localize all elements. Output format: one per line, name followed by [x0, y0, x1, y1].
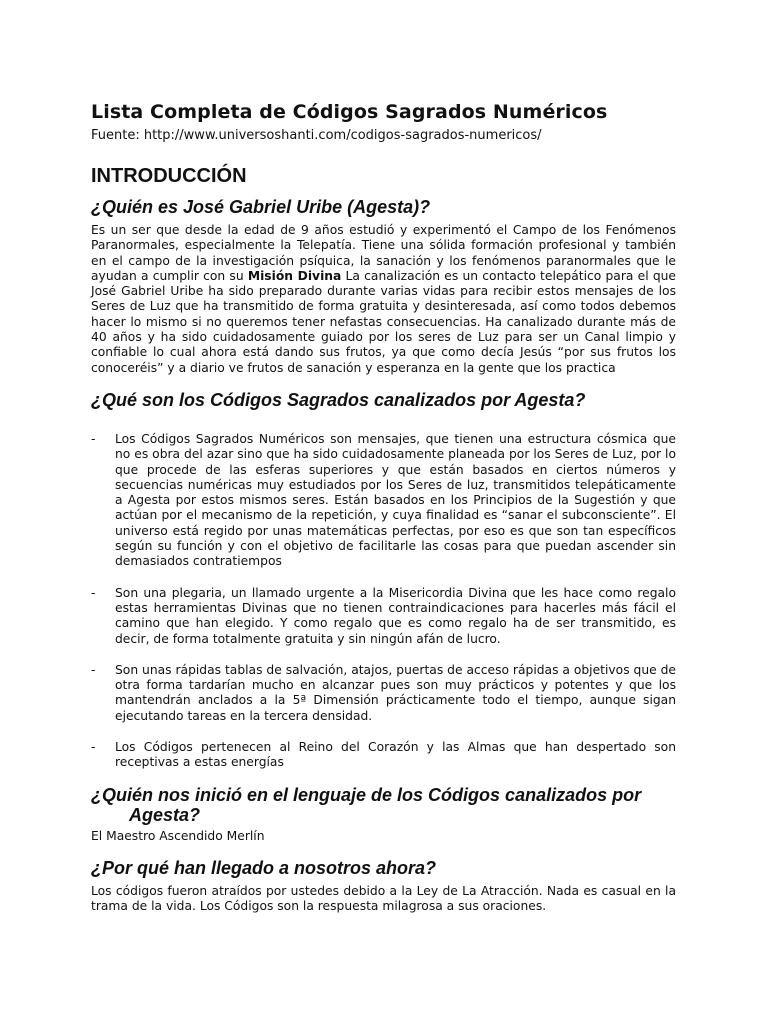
- heading-what-are-codes: ¿Qué son los Códigos Sagrados canalizados por Agesta?: [91, 389, 586, 410]
- paragraph-who-bold: Misión Divina: [247, 268, 342, 283]
- list-item: [91, 432, 676, 570]
- bullet-dash: -: [91, 662, 96, 677]
- paragraph-who-text-b: La canalización es un contacto telepático para el que José Gabriel Uribe ha sido preparado durante varias vidas para recibir estos mensajes de los Seres de Luz que ha transmitido de forma gratuita y desinteresada, así como todos debemos hacer lo mismo si no queremos tener nefastas consecuencias. Ha canalizado durante más de 40 años y ha sido cuidadosamente guiado por los seres de Luz para ser un Canal limpio y confiable lo cual ahora está dando sus frutos, ya que como decía Jesús “por sus frutos los conoceréis” y a diario ve frutos de sanación y esperanza en la gente que los practica: [91, 268, 677, 375]
- list-item: [91, 663, 676, 724]
- source-line: Fuente: http://www.universoshanti.com/codigos-sagrados-numericos/: [91, 128, 542, 143]
- paragraph-who-text-a: Es un ser que desde la edad de 9 años estudió y experimentó el Campo de los Fenómenos Paranormales, especialmente la Telepatía. Tiene una sólida formación profesional y también en el campo de la investigación psíquica, la sanación y los fenómenos paranormales que le ayudan a cumplir con su: [91, 223, 676, 283]
- list-item: [91, 586, 676, 647]
- list-item-text: Los Códigos pertenecen al Reino del Corazón y las Almas que han despertado son receptivas a estas energías: [115, 740, 676, 770]
- list-item-text: Son una plegaria, un llamado urgente a la Misericordia Divina que les hace como regalo estas herramientas Divinas que no tienen contraindicaciones para hacerles más fácil el camino que han elegido. Y como regalo que es como regalo ha de ser transmitido, es decir, de forma totalmente gratuita y sin ningún afán de lucro.: [115, 585, 676, 646]
- paragraph-initiator: El Maestro Ascendido Merlín: [91, 828, 265, 843]
- heading-why-now: ¿Por qué han llegado a nosotros ahora?: [91, 857, 437, 878]
- list-item-text: Son unas rápidas tablas de salvación, atajos, puertas de acceso rápidas a objetivos que de otra forma tardarían mucho en alcanzar pues son muy prácticos y potentes y que los mantendrán anclados a la 5ª Dimensión prácticamente todo el tiempo, aunque sigan ejecutando tareas en la tercera densidad.: [115, 662, 676, 723]
- bullet-dash: -: [91, 585, 96, 600]
- heading-who-initiated: ¿Quién nos inició en el lenguaje de los Códigos canalizados por Agesta?: [91, 784, 642, 825]
- paragraph-who-is-agesta: [91, 223, 676, 376]
- list-item-text: Los Códigos Sagrados Numéricos son mensajes, que tienen una estructura cósmica que no es obra del azar sino que ha sido cuidadosamente planeada por los Seres de Luz, por lo que procede de las esferas superiores y que están basados en ciertos números y secuencias numéricas muy estudiados por los Seres de luz, transmitidos telepáticamente a Agesta por estos mismos seres. Están basados en los Principios de la Sugestión y que actúan por el mecanismo de la repetición, y cuya finalidad es “sanar el subconsciente”. El universo está regido por unas matemáticas perfectas, por eso es que son tan específicos según su función y con el objetivo de facilitarle las cosas para que puedan ascender sin demasiados contratiempos: [115, 431, 676, 569]
- document-title: Lista Completa de Códigos Sagrados Numéricos: [91, 101, 608, 123]
- intro-heading: INTRODUCCIÓN: [91, 165, 247, 187]
- paragraph-why-now: Los códigos fueron atraídos por ustedes debido a la Ley de La Atracción. Nada es casual en la trama de la vida. Los Códigos son la respuesta milagrosa a sus oraciones.: [91, 883, 676, 914]
- codes-bullet-list: [91, 432, 676, 771]
- bullet-dash: -: [91, 740, 96, 755]
- heading-who-is-agesta: ¿Quién es José Gabriel Uribe (Agesta)?: [91, 197, 431, 217]
- document-page: [91, 100, 676, 915]
- bullet-dash: -: [91, 431, 96, 446]
- list-item: [91, 740, 676, 771]
